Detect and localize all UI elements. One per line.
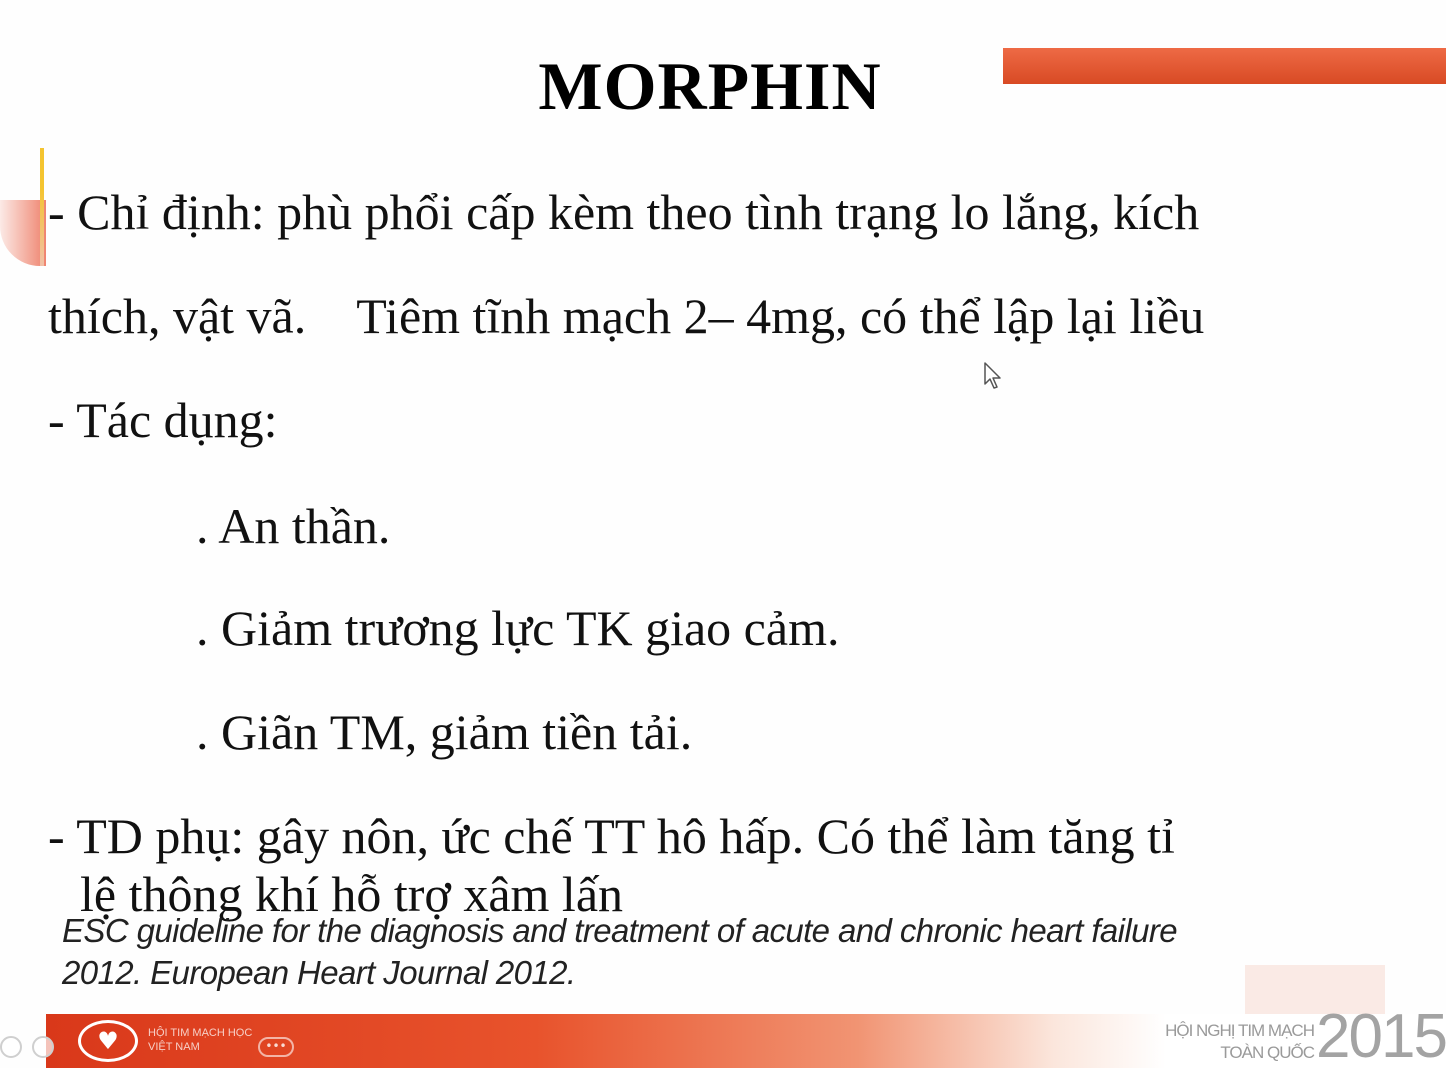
indication-line-2 xyxy=(48,286,1204,346)
conference-name-line-2: TOÀN QUỐC xyxy=(1220,1043,1314,1062)
slide-title: MORPHIN xyxy=(538,48,882,124)
conference-name-line-1: HỘI NGHỊ TIM MẠCH xyxy=(1165,1021,1314,1040)
indication-line-2a: thích, vật vã. xyxy=(48,288,307,344)
effect-item: . Giảm trương lực TK giao cảm. xyxy=(196,600,840,656)
citation xyxy=(62,910,1382,994)
side-effects-line-2: lệ thông khí hỗ trợ xâm lấn xyxy=(80,866,624,922)
indication-line-1: - Chỉ định: phù phổi cấp kèm theo tình trạng lo lắng, kích xyxy=(48,184,1200,240)
conference-year: 2015 xyxy=(1316,1002,1446,1068)
citation-line-2: 2012. European Heart Journal 2012. xyxy=(62,954,576,991)
citation-line-1: ESC guideline for the diagnosis and treatment of acute and chronic heart failure xyxy=(62,912,1178,949)
society-name-line-1: HỘI TIM MẠCH HỌC xyxy=(148,1027,253,1039)
mouse-pointer-icon xyxy=(984,362,1002,390)
top-accent-bar xyxy=(1003,48,1446,84)
indication-line-2b: Tiêm tĩnh mạch 2– 4mg, có thể lập lại liều xyxy=(356,288,1205,344)
effects-heading: - Tác dụng: xyxy=(48,392,278,448)
effect-item: . Giãn TM, giảm tiền tải. xyxy=(196,704,693,760)
player-control-icon[interactable] xyxy=(0,1036,22,1058)
side-effects-line-1: - TD phụ: gây nôn, ức chế TT hô hấp. Có thể làm tăng tỉ xyxy=(48,808,1175,864)
society-name-line-2: VIỆT NAM xyxy=(148,1041,200,1053)
left-accent-line xyxy=(40,148,44,266)
conference-name xyxy=(1124,1020,1314,1064)
effect-item: . An thần. xyxy=(196,498,391,554)
more-options-icon[interactable]: ••• xyxy=(258,1037,294,1057)
heart-logo-icon: ♥ xyxy=(78,1020,138,1062)
player-play-icon[interactable] xyxy=(32,1036,54,1058)
